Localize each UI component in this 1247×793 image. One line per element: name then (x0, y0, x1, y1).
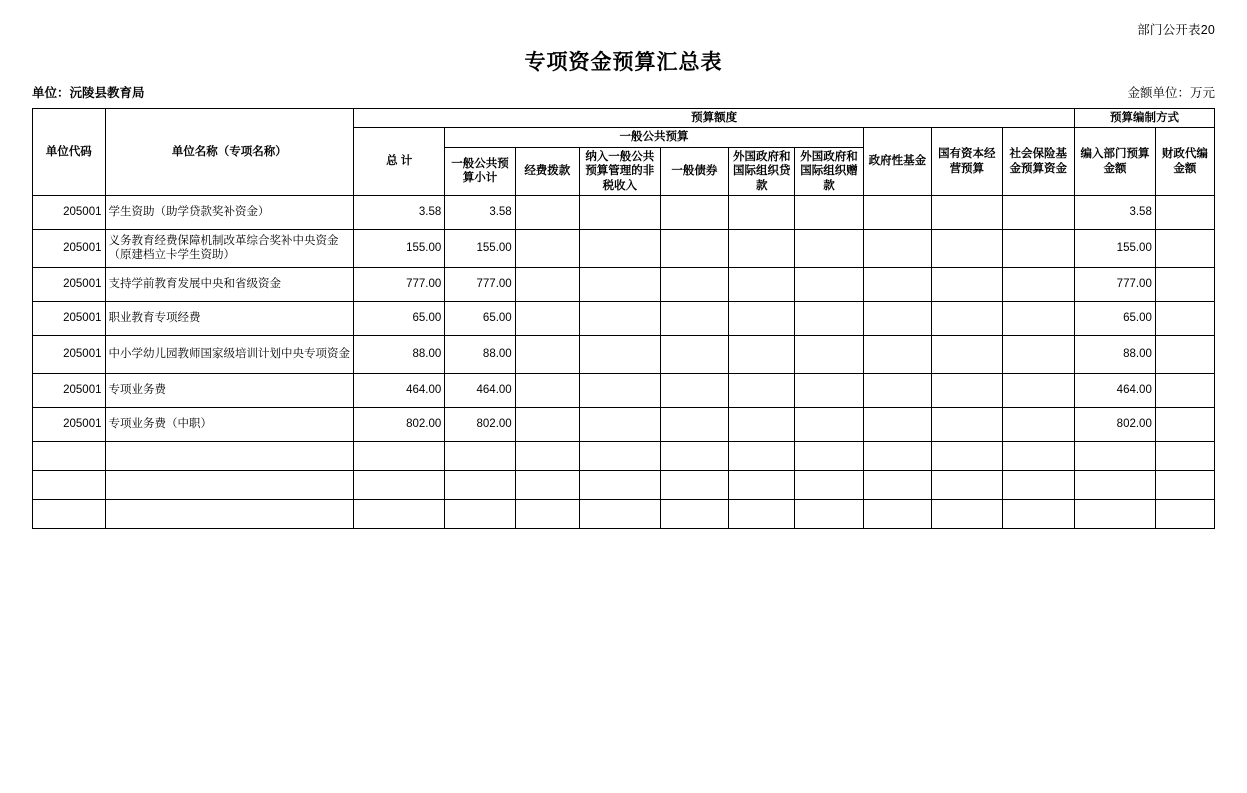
cell-social-insurance-fund (1002, 407, 1075, 441)
cell-non-tax-income (579, 229, 660, 267)
header-budget-method: 预算编制方式 (1075, 109, 1215, 128)
header-unit-name: 单位名称（专项名称） (105, 109, 354, 196)
header-funding-appropriation: 经费拨款 (515, 147, 579, 195)
cell-dept-budget-amount (1075, 470, 1156, 499)
cell-non-tax-income (579, 407, 660, 441)
cell-finance-agency-amount (1155, 441, 1214, 470)
cell-state-capital-operation (932, 441, 1002, 470)
cell-foreign-gov-loans (729, 441, 795, 470)
cell-state-capital-operation (932, 373, 1002, 407)
header-total: 总 计 (354, 128, 445, 196)
cell-gpb-subtotal: 65.00 (445, 301, 515, 335)
table-row (33, 229, 1215, 267)
cell-dept-budget-amount (1075, 499, 1156, 528)
table-row (33, 267, 1215, 301)
cell-unit-code: 205001 (33, 195, 106, 229)
cell-finance-agency-amount (1155, 373, 1214, 407)
cell-social-insurance-fund (1002, 373, 1075, 407)
cell-foreign-gov-loans (729, 470, 795, 499)
cell-gpb-subtotal: 3.58 (445, 195, 515, 229)
header-unit-code: 单位代码 (33, 109, 106, 196)
page-title: 专项资金预算汇总表 (524, 51, 723, 74)
table-row (33, 499, 1215, 528)
cell-finance-agency-amount (1155, 301, 1214, 335)
cell-foreign-gov-grants (795, 267, 863, 301)
cell-foreign-gov-loans (729, 499, 795, 528)
table-row (33, 407, 1215, 441)
cell-total (354, 499, 445, 528)
cell-total: 155.00 (354, 229, 445, 267)
cell-total: 3.58 (354, 195, 445, 229)
cell-dept-budget-amount: 464.00 (1075, 373, 1156, 407)
cell-dept-budget-amount: 802.00 (1075, 407, 1156, 441)
cell-non-tax-income (579, 499, 660, 528)
cell-general-bonds (660, 441, 728, 470)
cell-non-tax-income (579, 195, 660, 229)
cell-gov-fund (863, 267, 931, 301)
cell-gpb-subtotal (445, 470, 515, 499)
header-foreign-gov-grants: 外国政府和国际组织赠款 (795, 147, 863, 195)
cell-unit-name: 义务教育经费保障机制改革综合奖补中央资金（原建档立卡学生资助） (105, 229, 354, 267)
cell-unit-name: 学生资助（助学贷款奖补资金） (105, 195, 354, 229)
cell-unit-name: 职业教育专项经费 (105, 301, 354, 335)
cell-gpb-subtotal (445, 499, 515, 528)
cell-gpb-subtotal: 464.00 (445, 373, 515, 407)
cell-general-bonds (660, 301, 728, 335)
table-header-row-1 (33, 109, 1215, 128)
cell-funding-appropriation (515, 335, 579, 373)
cell-state-capital-operation (932, 267, 1002, 301)
cell-gov-fund (863, 373, 931, 407)
cell-funding-appropriation (515, 407, 579, 441)
cell-general-bonds (660, 195, 728, 229)
header-foreign-gov-loans: 外国政府和国际组织贷款 (729, 147, 795, 195)
cell-foreign-gov-loans (729, 335, 795, 373)
cell-funding-appropriation (515, 470, 579, 499)
cell-foreign-gov-grants (795, 195, 863, 229)
cell-finance-agency-amount (1155, 267, 1214, 301)
cell-general-bonds (660, 335, 728, 373)
cell-non-tax-income (579, 267, 660, 301)
cell-state-capital-operation (932, 301, 1002, 335)
cell-foreign-gov-grants (795, 441, 863, 470)
cell-total: 88.00 (354, 335, 445, 373)
cell-gpb-subtotal: 88.00 (445, 335, 515, 373)
unit-label: 单位：沅陵县教育局 (32, 86, 145, 100)
special-fund-budget-table (32, 108, 1215, 529)
table-row (33, 441, 1215, 470)
cell-total: 65.00 (354, 301, 445, 335)
cell-foreign-gov-grants (795, 301, 863, 335)
cell-unit-code: 205001 (33, 229, 106, 267)
cell-foreign-gov-loans (729, 229, 795, 267)
cell-dept-budget-amount: 88.00 (1075, 335, 1156, 373)
cell-gov-fund (863, 301, 931, 335)
cell-social-insurance-fund (1002, 470, 1075, 499)
cell-state-capital-operation (932, 195, 1002, 229)
header-gov-fund: 政府性基金 (863, 128, 931, 196)
cell-dept-budget-amount: 777.00 (1075, 267, 1156, 301)
cell-unit-code (33, 499, 106, 528)
header-non-tax-income: 纳入一般公共预算管理的非税收入 (579, 147, 660, 195)
amount-unit-label: 金额单位：万元 (1127, 86, 1215, 100)
header-finance-agency-amount: 财政代编金额 (1155, 128, 1214, 196)
table-row (33, 195, 1215, 229)
cell-unit-name (105, 499, 354, 528)
cell-foreign-gov-loans (729, 267, 795, 301)
cell-finance-agency-amount (1155, 499, 1214, 528)
cell-finance-agency-amount (1155, 407, 1214, 441)
cell-gpb-subtotal: 777.00 (445, 267, 515, 301)
cell-general-bonds (660, 229, 728, 267)
cell-gov-fund (863, 335, 931, 373)
cell-dept-budget-amount (1075, 441, 1156, 470)
cell-total (354, 441, 445, 470)
cell-dept-budget-amount: 155.00 (1075, 229, 1156, 267)
cell-general-bonds (660, 470, 728, 499)
cell-funding-appropriation (515, 373, 579, 407)
table-body (33, 195, 1215, 528)
cell-social-insurance-fund (1002, 267, 1075, 301)
cell-dept-budget-amount: 65.00 (1075, 301, 1156, 335)
cell-gov-fund (863, 499, 931, 528)
cell-general-bonds (660, 373, 728, 407)
cell-social-insurance-fund (1002, 499, 1075, 528)
cell-foreign-gov-grants (795, 229, 863, 267)
cell-non-tax-income (579, 441, 660, 470)
cell-non-tax-income (579, 301, 660, 335)
header-gpb-subtotal: 一般公共预算小计 (445, 147, 515, 195)
cell-finance-agency-amount (1155, 335, 1214, 373)
cell-total: 464.00 (354, 373, 445, 407)
cell-funding-appropriation (515, 267, 579, 301)
cell-state-capital-operation (932, 229, 1002, 267)
cell-unit-code: 205001 (33, 335, 106, 373)
table-row (33, 301, 1215, 335)
cell-funding-appropriation (515, 499, 579, 528)
header-dept-budget-amount: 编入部门预算金额 (1075, 128, 1156, 196)
cell-non-tax-income (579, 470, 660, 499)
cell-non-tax-income (579, 373, 660, 407)
cell-finance-agency-amount (1155, 229, 1214, 267)
cell-gov-fund (863, 407, 931, 441)
cell-foreign-gov-loans (729, 407, 795, 441)
cell-unit-name (105, 441, 354, 470)
table-row (33, 470, 1215, 499)
cell-total (354, 470, 445, 499)
table-row (33, 373, 1215, 407)
cell-social-insurance-fund (1002, 441, 1075, 470)
cell-state-capital-operation (932, 470, 1002, 499)
cell-total: 802.00 (354, 407, 445, 441)
cell-foreign-gov-loans (729, 195, 795, 229)
cell-unit-code: 205001 (33, 407, 106, 441)
cell-state-capital-operation (932, 407, 1002, 441)
cell-foreign-gov-grants (795, 470, 863, 499)
cell-funding-appropriation (515, 301, 579, 335)
cell-funding-appropriation (515, 441, 579, 470)
cell-finance-agency-amount (1155, 195, 1214, 229)
header-social-insurance-fund: 社会保险基金预算资金 (1002, 128, 1075, 196)
header-general-bonds: 一般债券 (660, 147, 728, 195)
cell-gpb-subtotal: 155.00 (445, 229, 515, 267)
cell-general-bonds (660, 407, 728, 441)
cell-gpb-subtotal: 802.00 (445, 407, 515, 441)
cell-state-capital-operation (932, 499, 1002, 528)
cell-total: 777.00 (354, 267, 445, 301)
cell-unit-name: 专项业务费（中职） (105, 407, 354, 441)
cell-gpb-subtotal (445, 441, 515, 470)
cell-unit-name: 支持学前教育发展中央和省级资金 (105, 267, 354, 301)
cell-social-insurance-fund (1002, 335, 1075, 373)
cell-unit-code: 205001 (33, 301, 106, 335)
cell-foreign-gov-grants (795, 499, 863, 528)
cell-unit-code: 205001 (33, 373, 106, 407)
cell-unit-name: 中小学幼儿园教师国家级培训计划中央专项资金 (105, 335, 354, 373)
cell-gov-fund (863, 470, 931, 499)
cell-general-bonds (660, 499, 728, 528)
cell-social-insurance-fund (1002, 301, 1075, 335)
cell-gov-fund (863, 441, 931, 470)
cell-non-tax-income (579, 335, 660, 373)
cell-finance-agency-amount (1155, 470, 1214, 499)
cell-foreign-gov-loans (729, 301, 795, 335)
cell-unit-name: 专项业务费 (105, 373, 354, 407)
header-state-capital-operation: 国有资本经营预算 (932, 128, 1002, 196)
cell-funding-appropriation (515, 229, 579, 267)
header-general-public-budget: 一般公共预算 (445, 128, 863, 147)
cell-social-insurance-fund (1002, 229, 1075, 267)
cell-state-capital-operation (932, 335, 1002, 373)
cell-foreign-gov-loans (729, 373, 795, 407)
cell-gov-fund (863, 195, 931, 229)
cell-unit-code: 205001 (33, 267, 106, 301)
cell-gov-fund (863, 229, 931, 267)
cell-funding-appropriation (515, 195, 579, 229)
form-number-note: 部门公开表20 (1137, 23, 1215, 37)
cell-unit-code (33, 470, 106, 499)
header-budget-quota: 预算额度 (354, 109, 1075, 128)
cell-foreign-gov-grants (795, 335, 863, 373)
cell-dept-budget-amount: 3.58 (1075, 195, 1156, 229)
table-row (33, 335, 1215, 373)
cell-general-bonds (660, 267, 728, 301)
cell-unit-code (33, 441, 106, 470)
cell-foreign-gov-grants (795, 373, 863, 407)
cell-foreign-gov-grants (795, 407, 863, 441)
cell-unit-name (105, 470, 354, 499)
cell-social-insurance-fund (1002, 195, 1075, 229)
